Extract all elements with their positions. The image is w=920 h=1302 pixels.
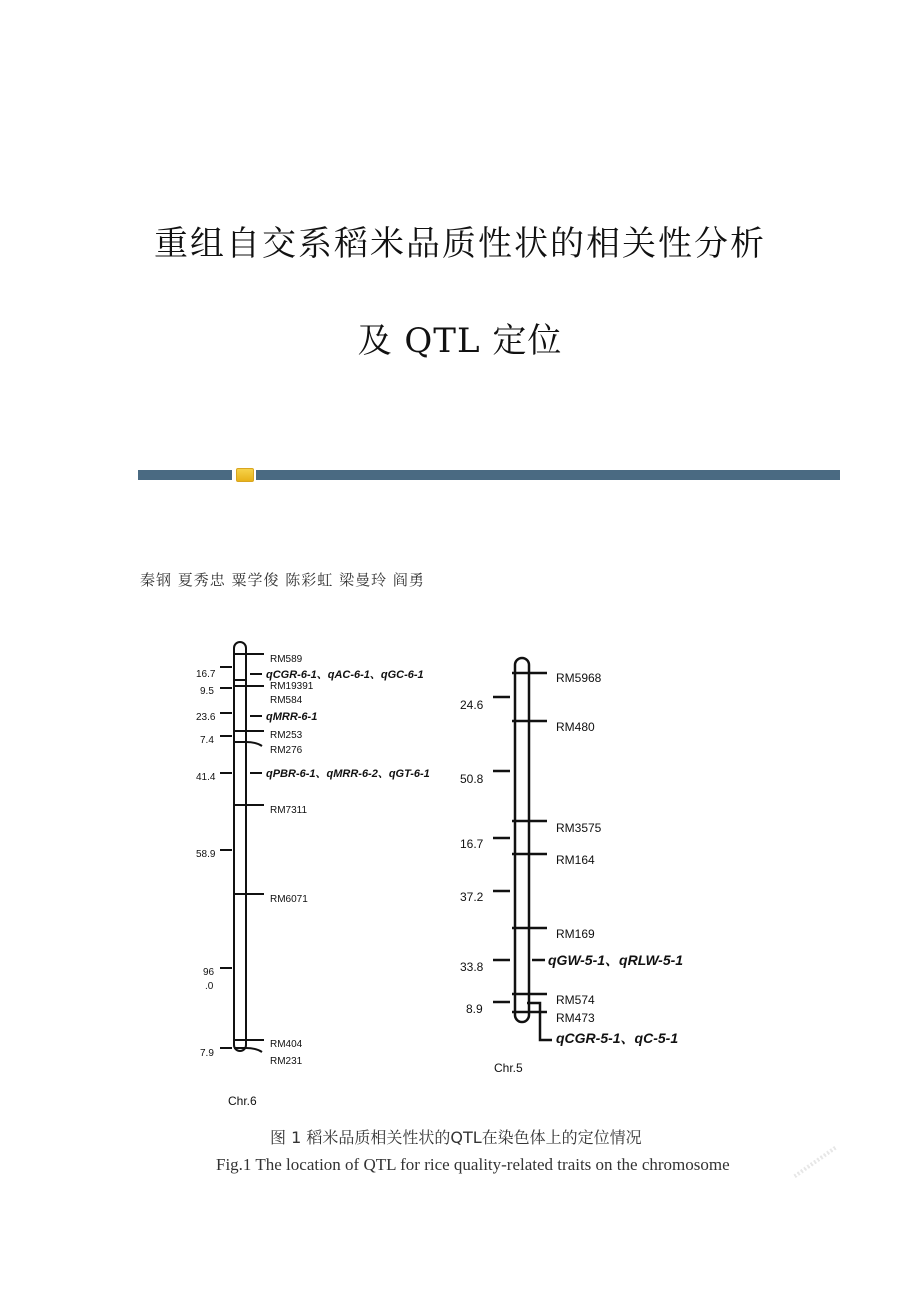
chr5-distance: 24.6 (460, 698, 484, 712)
chr6-marker: RM19391 (270, 681, 314, 692)
chr6-marker: RM276 (270, 745, 303, 756)
chr6-qtl: qMRR-6-1 (266, 711, 318, 723)
chr6-name: Chr.6 (228, 1094, 257, 1108)
chr6-qtl: qCGR-6-1、qAC-6-1、qGC-6-1 (266, 669, 424, 681)
chr5-marker: RM3575 (556, 821, 602, 835)
chr6-marker: RM6071 (270, 894, 308, 905)
chr6-distance: .0 (205, 981, 214, 992)
chr6-marker: RM253 (270, 730, 303, 741)
chr6-distance: 16.7 (196, 669, 216, 680)
chr5-marker: RM164 (556, 853, 595, 867)
chr6-marker: RM404 (270, 1039, 303, 1050)
chr6-distance: 7.9 (200, 1048, 214, 1059)
chr5-qtl: qCGR-5-1、qC-5-1 (556, 1030, 679, 1046)
chr6-marker: RM231 (270, 1056, 303, 1067)
document-title-line2: 及 QTL 定位 (357, 321, 563, 361)
chr6-marker: RM7311 (270, 805, 308, 816)
chr6-distance: 41.4 (196, 772, 216, 783)
chr5-distance: 33.8 (460, 960, 484, 974)
chr5-marker: RM574 (556, 993, 595, 1007)
chr6-chromosome (220, 642, 264, 1052)
chr5-distance: 37.2 (460, 890, 484, 904)
chr5-marker: RM5968 (556, 671, 602, 685)
chr6-distance: 96 (203, 967, 215, 978)
chr6-marker: RM584 (270, 695, 303, 706)
chr6-distance: 7.4 (200, 735, 214, 746)
document-title-line1: 重组自交系稻米品质性状的相关性分析 (154, 224, 766, 264)
chr5-marker: RM473 (556, 1011, 595, 1025)
figure-caption-english: Fig.1 The location of QTL for rice quality-related traits on the chromosome (216, 1155, 730, 1174)
chr5-marker: RM480 (556, 720, 595, 734)
chr5-name: Chr.5 (494, 1061, 523, 1075)
chr5-marker: RM169 (556, 927, 595, 941)
chr5-distance: 16.7 (460, 837, 484, 851)
chr5-qtl: qGW-5-1、qRLW-5-1 (548, 952, 684, 968)
chr6-distance: 23.6 (196, 712, 216, 723)
chr5-distance: 8.9 (466, 1002, 483, 1016)
chr6-qtl: qPBR-6-1、qMRR-6-2、qGT-6-1 (266, 768, 430, 780)
chr6-marker: RM589 (270, 654, 303, 665)
chr6-distance: 58.9 (196, 849, 216, 860)
figure-caption-chinese: 图 1 稻米品质相关性状的QTL在染色体上的定位情况 (270, 1128, 642, 1147)
chr6-distance: 9.5 (200, 686, 214, 697)
chr5-chromosome (493, 658, 552, 1040)
chr5-distance: 50.8 (460, 772, 484, 786)
authors: 秦钢 夏秀忠 粟学俊 陈彩虹 梁曼玲 阎勇 (140, 571, 425, 589)
